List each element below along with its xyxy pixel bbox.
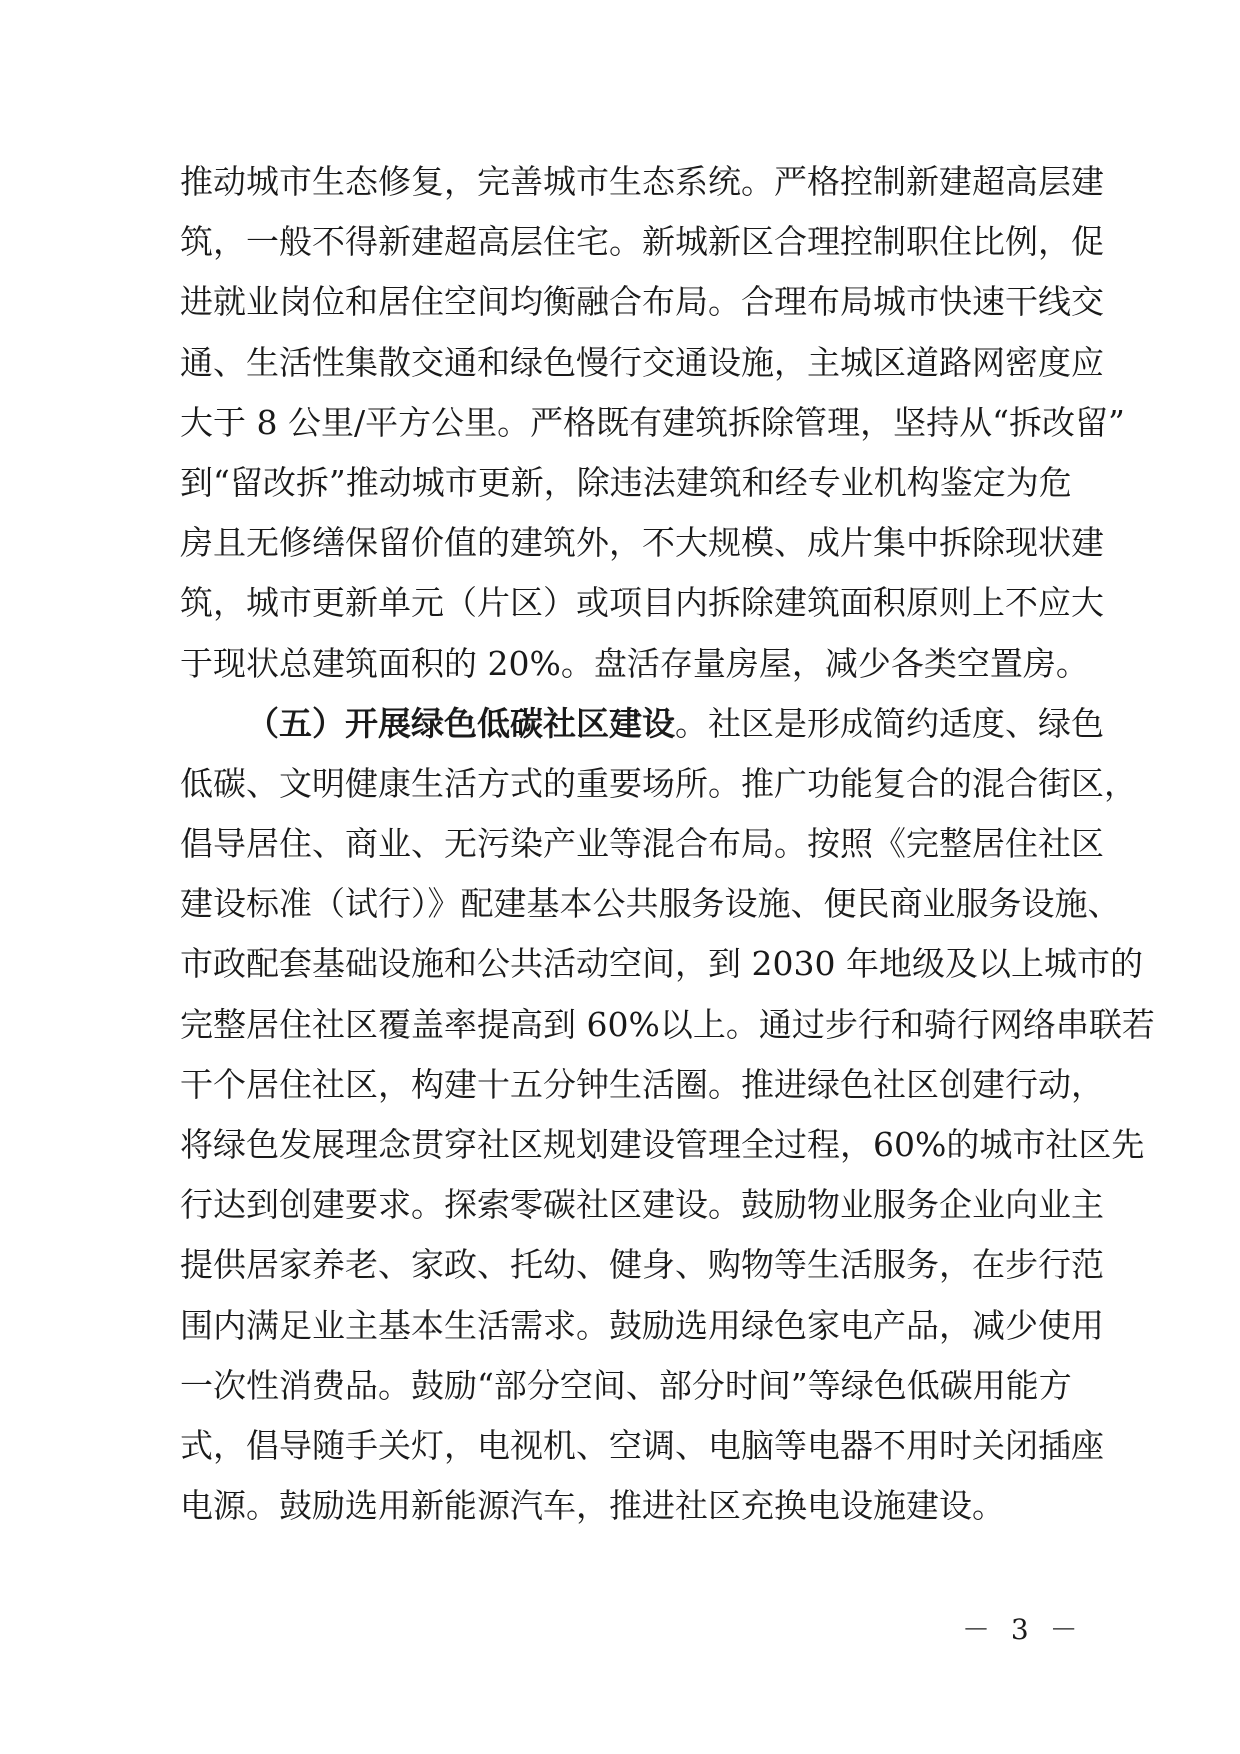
document-body xyxy=(180,152,1155,1536)
text-line: 推动城市生态修复，完善城市生态系统。严格控制新建超高层建 xyxy=(180,162,1104,201)
text-line: 倡导居住、商业、无污染产业等混合布局。按照《完整居住社区 xyxy=(180,824,1104,864)
text-line: 筑，一般不得新建超高层住宅。新城新区合理控制职住比例，促 xyxy=(180,222,1104,262)
paragraph xyxy=(180,694,1155,1537)
text-line: 围内满足业主基本生活需求。鼓励选用绿色家电产品，减少使用 xyxy=(180,1305,1104,1345)
text-line: 低碳、文明健康生活方式的重要场所。推广功能复合的混合街区， xyxy=(180,763,1137,803)
text-line: 大于 8 公里/平方公里。严格既有建筑拆除管理，坚持从“拆改留” xyxy=(180,402,1125,442)
text-line: 一次性消费品。鼓励“部分空间、部分时间”等绿色低碳用能方 xyxy=(180,1365,1072,1405)
text-line: 市政配套基础设施和公共活动空间，到 2030 年地级及以上城市的 xyxy=(180,944,1143,984)
text-line: 建设标准（试行）》配建基本公共服务设施、便民商业服务设施、 xyxy=(180,884,1121,924)
text-line: 进就业岗位和居住空间均衡融合布局。合理布局城市快速干线交 xyxy=(180,282,1104,322)
text-line: 到“留改拆”推动城市更新，除违法建筑和经专业机构鉴定为危 xyxy=(180,462,1072,502)
text-line: 干个居住社区，构建十五分钟生活圈。推进绿色社区创建行动， xyxy=(180,1064,1104,1104)
page-number: － 3 － xyxy=(962,1613,1084,1646)
text-segment: 。社区是形成简约适度、绿色 xyxy=(675,703,1104,743)
text-line xyxy=(180,694,1104,754)
text-line: 将绿色发展理念贯穿社区规划建设管理全过程，60%的城市社区先 xyxy=(180,1125,1145,1164)
section-heading: （五）开展绿色低碳社区建设 xyxy=(246,703,675,743)
text-line: 房且无修缮保留价值的建筑外，不大规模、成片集中拆除现状建 xyxy=(180,523,1104,563)
text-line: 式，倡导随手关灯，电视机、空调、电脑等电器不用时关闭插座 xyxy=(180,1425,1104,1465)
text-line: 行达到创建要求。探索零碳社区建设。鼓励物业服务企业向业主 xyxy=(180,1185,1104,1225)
text-line: 电源。鼓励选用新能源汽车，推进社区充换电设施建设。 xyxy=(180,1486,1005,1526)
text-line: 于现状总建筑面积的 20%。盘活存量房屋，减少各类空置房。 xyxy=(180,643,1089,683)
paragraph xyxy=(180,152,1125,694)
text-line: 提供居家养老、家政、托幼、健身、购物等生活服务，在步行范 xyxy=(180,1245,1104,1285)
text-line: 筑，城市更新单元（片区）或项目内拆除建筑面积原则上不应大 xyxy=(180,583,1104,623)
text-line: 通、生活性集散交通和绿色慢行交通设施，主城区道路网密度应 xyxy=(180,342,1104,382)
text-line: 完整居住社区覆盖率提高到 60%以上。通过步行和骑行网络串联若 xyxy=(180,1004,1155,1044)
